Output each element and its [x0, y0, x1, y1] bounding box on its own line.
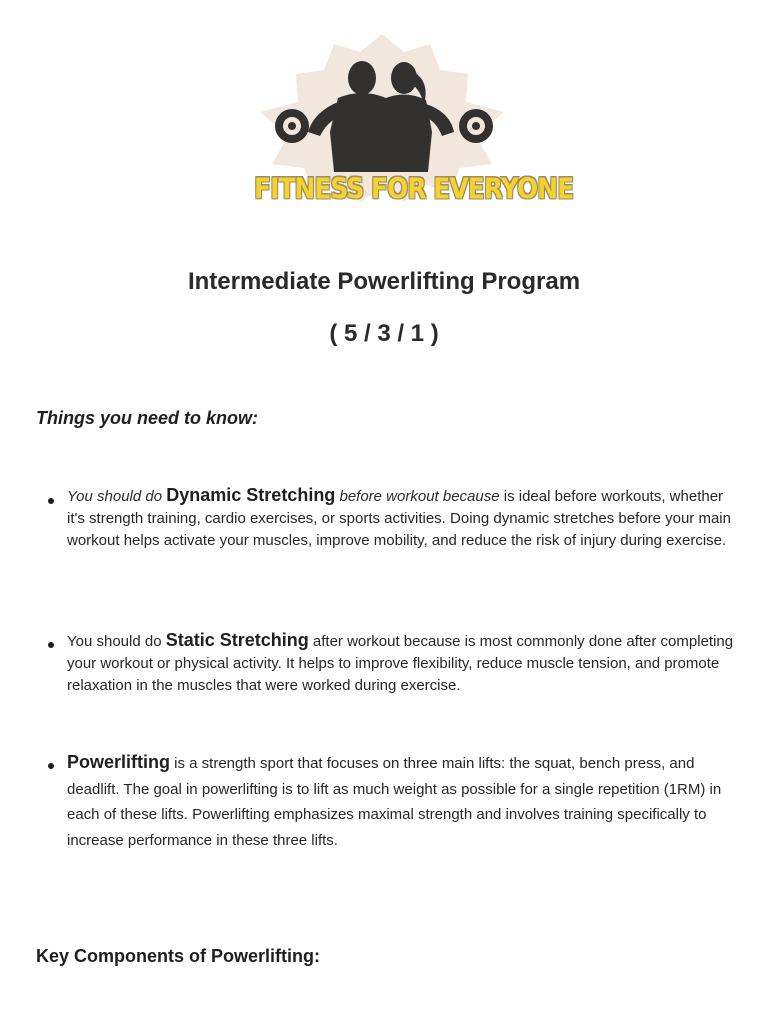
- page-title: Intermediate Powerlifting Program: [187, 268, 581, 295]
- bullet-body: after workout because is most commonly done after completing your workout or physical activity. It helps to improve flexibility, reduce muscle tension, and promote relaxation in the muscles that were worked during exercise.: [67, 633, 734, 694]
- bullet-prefix: You should do: [67, 488, 167, 505]
- logo-text: FITNESS FOR EVERYONE: [254, 171, 574, 206]
- list-item-powerlifting: [48, 750, 738, 853]
- program-scheme: ( 5 / 3 / 1 ): [329, 320, 439, 347]
- bullet-lead: Static Stretching: [165, 630, 309, 650]
- bullet-body: is a strength sport that focuses on three main lifts: the squat, bench press, and deadlift. The goal in powerlifting is to lift as much weight as possible for a single repetition (1RM) in each of these lifts. Powerlifting emphasizes maximal strength and involves training specifically to increase performance in these three lifts.: [67, 755, 722, 849]
- bullet-dot: [48, 642, 54, 648]
- bullet-lead: Dynamic Stretching: [166, 485, 336, 505]
- bullet-dot: [48, 763, 54, 769]
- key-components-heading: Key Components of Powerlifting:: [36, 946, 321, 966]
- right-dumbbell-icon: [459, 109, 493, 143]
- left-dumbbell-icon: [275, 109, 309, 143]
- bullet-prefix: You should do: [67, 633, 166, 650]
- bullet-italic: before workout because: [335, 488, 500, 505]
- logo: [254, 32, 574, 210]
- bullet-body: is ideal before workouts, whether it's strength training, cardio exercises, or sports activities. Doing dynamic stretches before your main workout helps activate your muscles, improve mobility, and reduce the risk of injury during exercise.: [67, 488, 731, 549]
- list-item-dynamic-stretching: [48, 484, 738, 552]
- bullet-dot: [48, 498, 54, 504]
- things-to-know-heading: Things you need to know:: [36, 408, 258, 428]
- bullet-lead: Powerlifting: [67, 752, 170, 772]
- list-item-static-stretching: [48, 629, 738, 697]
